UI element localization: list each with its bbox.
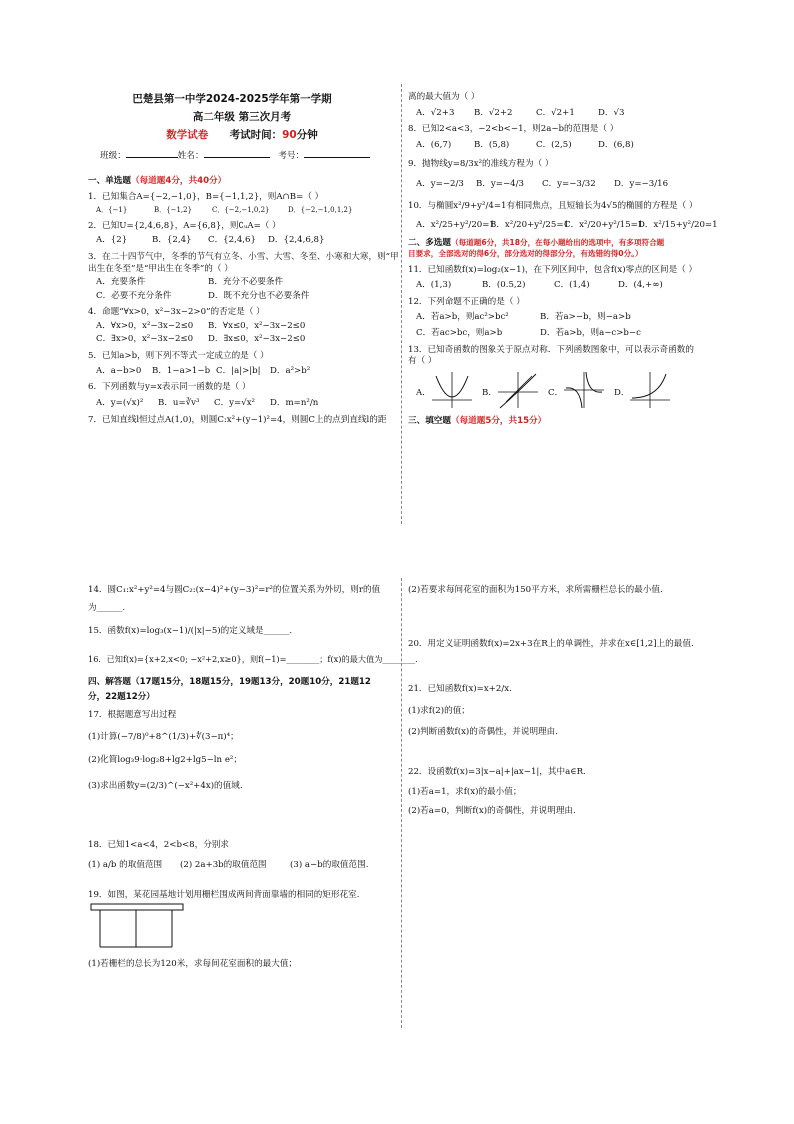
question-22-part-2: (2)若a=0，判断f(x)的奇偶性，并说明理由. [408,806,576,817]
section-1-note: （每道题4分，共40分） [130,176,227,187]
question-14: 14．圆C₁:x²+y²=4与圆C₂:(x−4)²+(y−3)²=r²的位置关系为外切，则r的值 [88,585,381,595]
option-c[interactable]: C．√2+1 [536,107,575,118]
question-6 [88,382,396,409]
question-15: 15．函数f(x)=log₃(x−1)/(|x|−5)的定义域是______. [88,626,293,637]
option-d[interactable]: D．{−2,−1,0,1,2} [288,206,353,215]
question-14-cont: 为______. [88,602,126,613]
options [416,328,718,340]
grade-pre: 高 [192,111,204,124]
student-info-line [100,151,396,163]
option-b[interactable]: B．1−a>1−b [152,365,211,376]
question-12 [408,297,718,340]
time-value: 90 [282,129,297,142]
bottom-right-column [408,585,718,818]
question-stem: 8．已知2<a<3，−2<b<−1，则2a−b的范围是（ ） [408,124,619,135]
option-a[interactable]: A．a−b>0 [96,365,142,376]
column-divider-bottom [401,578,402,1028]
option-a[interactable]: A．y=(√x)² [96,397,144,408]
option-c[interactable]: C．{−2,−1,0,2} [212,206,270,215]
question-2 [88,221,396,247]
option-c[interactable]: C．若ac>bc，则a>b [416,327,503,338]
question-17-part-2: (2)化简log₃9·log₂8+lg2+lg5−ln e²； [88,755,242,766]
option-d[interactable]: D．{2,4,6,8} [268,235,325,246]
question-stem: 3．在二十四节气中，冬季的节气有立冬、小雪、大雪、冬至、小寒和大寒，则“甲 [88,251,399,262]
option-a[interactable]: A．(1,3) [416,280,452,291]
question-5 [88,351,396,377]
section-1-heading [88,176,396,188]
graph-icon [628,370,672,410]
option-d[interactable]: D．y=−3/16 [614,178,669,189]
question-stem: 2．已知U={2,4,6,8}，A={6,8}，则∁ᵤA=（ ） [88,220,281,231]
option-c[interactable]: C．|a|>|b| [216,365,261,376]
option-c[interactable]: C．x²/20+y²/15=1 [564,220,644,231]
options [96,291,396,303]
option-a[interactable]: A． [416,387,431,398]
question-stem: 5．已知a>b，则下列不等式一定成立的是（ ） [88,351,269,362]
time-label: 考试时间： [229,129,283,142]
question-22-part-1: (1)若a=1，求f(x)的最小值； [408,786,522,797]
time-unit: 分钟 [296,129,318,142]
section-2-note-cont: 目要求，全部选对的得6分，部分选对的得部分分，有选错的得0分。） [408,249,643,259]
question-stem: 1．已知集合A={−2,−1,0}，B={−1,1,2}，则A∩B=（ ） [88,191,324,202]
question-4 [88,307,396,346]
question-21-part-1: (1)求f(2)的值； [408,705,470,716]
name-label: 姓名： [177,150,204,161]
question-1 [88,192,396,216]
option-d[interactable]: D．(6,8) [598,139,634,150]
option-a[interactable]: A．y=−2/3 [416,178,464,189]
school-title: 巴楚县第一中学2024-2025学年第一学期 [132,93,332,105]
options [416,280,718,292]
top-right-column [408,92,718,427]
option-d[interactable]: D．a²>b² [270,365,311,376]
question-22: 22．设函数f(x)=3|x−a|+|ax−1|，其中a∈R. [408,766,586,777]
question-18-part-1: (1) a/b 的取值范围 [88,860,163,870]
question-18-part-2: (2) 2a+3b的取值范围 [180,860,267,870]
section-3-heading [408,416,718,428]
question-stem: 9．抛物线y=8/3x²的准线方程为（ ） [408,159,554,170]
question-8 [408,124,718,151]
question-stem: 12．下列命题不正确的是（ ） [408,296,525,307]
graph-options [416,370,718,414]
option-b[interactable]: B．(0.5,2) [482,280,526,291]
question-19-part-2: (2)若要求每间花室的面积为150平方米，求所需栅栏总长的最小值. [408,585,663,595]
question-stem: 13．已知奇函数的图象关于原点对称．下列函数图象中，可以表示奇函数的 [408,344,694,355]
options [96,334,396,346]
question-18: 18．已知1<a<4，2<b<8，分别求 [88,840,229,851]
section-3-title: 三、填空题 [408,415,451,426]
question-stem: 离的最大值为（ ） [408,92,480,102]
option-c[interactable]: C．{2,4,6} [208,235,256,246]
options [96,366,396,378]
option-d[interactable]: D．(4,+∞) [618,280,663,291]
grade-title [88,110,396,124]
options [96,235,396,247]
class-field[interactable] [126,157,178,158]
graph-icon [496,370,540,410]
section-2-heading [408,238,718,250]
question-11 [408,265,718,292]
subject-line [88,128,396,142]
question-7 [88,415,396,427]
option-d[interactable]: D．x²/15+y²/20=1 [638,220,718,231]
options [96,321,396,333]
option-b[interactable]: B．充分不必要条件 [208,277,284,288]
option-b[interactable]: B．∀x≤0，x²−3x−2≤0 [208,320,306,331]
option-d[interactable]: D．若a>b，则a−c>b−c [540,327,641,338]
options [416,179,718,191]
question-9 [408,159,718,190]
option-d[interactable]: D． [614,387,630,398]
graph-icon [430,370,474,410]
question-10 [408,201,718,232]
option-b[interactable]: B．x²/20+y²/25=1 [490,220,570,231]
section-2-title: 二、多选题 [408,237,451,248]
graph-icon [562,370,606,410]
question-21-part-2: (2)判断函数f(x)的奇偶性，并说明理由. [408,727,558,738]
question-18-part-3: (3) a−b的取值范围. [290,860,369,870]
option-a[interactable]: A．x²/25+y²/20=1 [416,220,495,231]
question-13 [408,345,718,414]
option-d[interactable]: D．∃x≤0，x²−3x−2≤0 [208,334,306,345]
option-c[interactable]: C．∃x>0，x²−3x−2≤0 [96,334,194,345]
question-16: 16．已知f(x)={x+2,x<0; −x²+2,x≥0}，则f(−1)=________；f(x)的最大值为________. [88,653,418,664]
option-b[interactable]: B．u=∛v³ [158,397,200,408]
greenhouse-figure [90,903,190,951]
top-left-column [88,92,399,427]
section-4-title: 四、解答题（17题15分，18题15分，19题13分，20题10分，21题12 [88,676,371,687]
option-a[interactable]: A．若a>b，则ac²>bc² [416,312,509,323]
question-stem: 4．命题“∀x>0，x²−3x−2>0”的否定是（ ） [88,307,265,318]
option-b[interactable]: B．{−1,2} [154,206,193,215]
options [416,312,718,324]
question-21: 21．已知函数f(x)=x+2/x. [408,684,512,695]
options [416,108,718,120]
options [96,398,396,410]
question-20: 20．用定义证明函数f(x)=2x+3在R上的单调性，并求在x∈[1,2]上的最值. [408,638,694,649]
option-a[interactable]: A．(6,7) [416,139,452,150]
option-b[interactable]: B．(5,8) [474,139,510,150]
option-b[interactable]: B．{2,4} [152,235,192,246]
question-17: 17．根据题意写出过程 [88,710,177,721]
options [416,140,718,152]
option-a[interactable]: A．充要条件 [96,277,146,288]
option-a[interactable]: A．√2+3 [416,107,455,118]
question-7-cont [408,92,718,119]
question-19: 19．如图，某花园基地计划用栅栏围成两间背面靠墙的相同的矩形花室. [88,889,360,900]
question-stem-cont: 有（ ） [408,356,437,367]
question-stem-cont: 出生在冬至”是“甲出生在冬季”的（ ） [88,263,233,274]
option-b[interactable]: B． [482,387,497,398]
column-divider-top [401,84,402,524]
question-17-part-3: (3)求出函数y=(2/3)^(−x²+4x)的值域. [88,780,243,791]
section-3-note: （每道题5分，共15分） [450,415,547,426]
option-c[interactable]: C．(1,4) [554,280,590,291]
question-19-part-1: (1)若栅栏的总长为120米，求每间花室面积的最大值； [88,959,298,970]
bottom-left-column [88,585,418,971]
section-2-note: （每道题6分，共18分，在每小题给出的选项中，有多项符合题 [450,237,665,247]
exam-no-field[interactable] [304,157,370,158]
subject-label: 数学试卷 [166,129,209,142]
grade-red: 二 [203,111,214,124]
options [96,206,396,215]
question-3 [88,251,399,302]
exam-no-label: 考号： [278,150,305,161]
option-c[interactable]: C．必要不充分条件 [96,290,172,301]
option-a[interactable]: A．∀x>0，x²−3x−2≤0 [96,320,194,331]
option-b[interactable]: B．y=−4/3 [476,178,524,189]
option-c[interactable]: C． [548,387,564,398]
option-d[interactable]: D．既不充分也不必要条件 [208,290,310,301]
question-stem: 7．已知直线l恒过点A(1,0)，则圆C:x²+(y−1)²=4，则圆C上的点到直线l的距 [88,415,387,426]
question-stem: 10．与椭圆x²/9+y²/4=1有相同焦点，且短轴长为4√5的椭圆的方程是（ ） [408,200,698,211]
name-field[interactable] [204,157,270,158]
question-17-part-1: (1)计算(−7/8)⁰+8^(1/3)+∜(3−π)⁴； [88,731,239,742]
option-c[interactable]: C．y=−3/32 [542,178,596,189]
option-a[interactable]: A．{2} [96,235,128,246]
grade-post: 年级 第三次月考 [213,111,292,124]
option-b[interactable]: B．√2+2 [474,107,513,118]
option-d[interactable]: D．m=n²/n [270,397,319,408]
question-stem: 6．下列函数与y=x表示同一函数的是（ ） [88,382,251,393]
options [416,220,718,232]
class-label: 班级： [100,150,126,161]
options [96,277,396,289]
option-b[interactable]: B．若a>−b，则−a>b [540,312,631,323]
section-4-title-cont: 分，22题12分） [88,692,155,703]
option-d[interactable]: D．√3 [598,107,625,118]
option-c[interactable]: C．(2,5) [536,139,572,150]
question-18-parts [88,860,398,872]
question-stem: 11．已知函数f(x)=log₂(x−1)，在下列区间中，包含f(x)零点的区间是（ ） [408,264,698,275]
section-1-title: 一、单选题 [88,176,131,187]
option-a[interactable]: A．{−1} [96,206,128,215]
option-c[interactable]: C．y=√x² [214,397,255,408]
